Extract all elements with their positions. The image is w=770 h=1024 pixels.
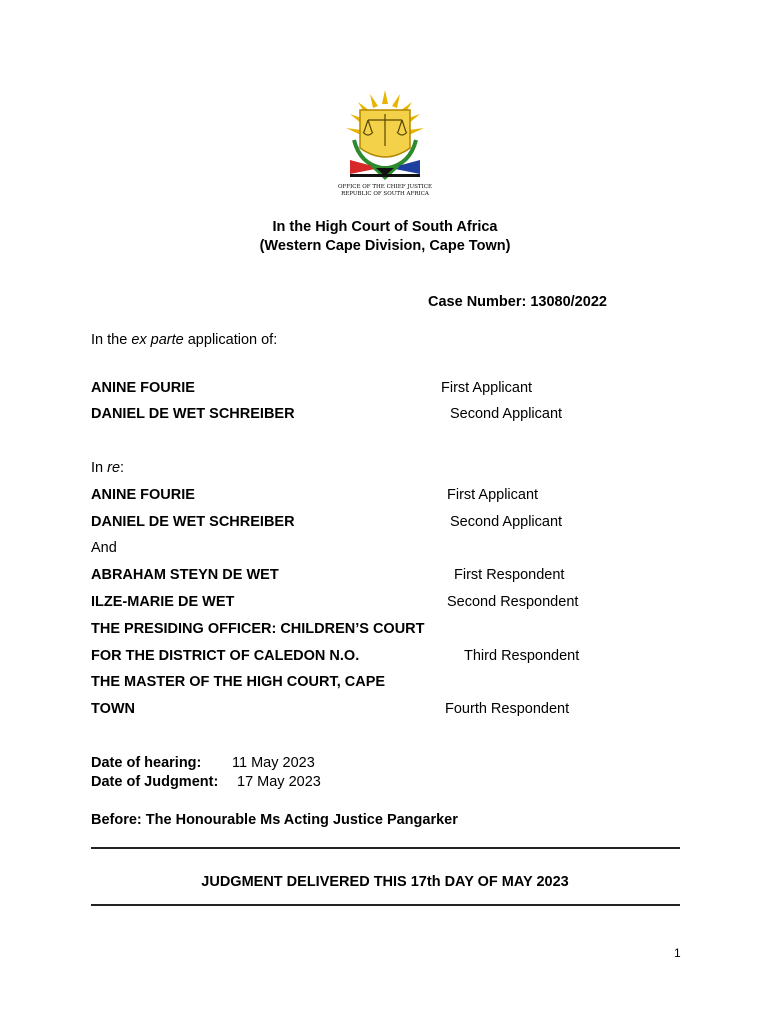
respondent-name: ABRAHAM STEYN DE WET	[91, 567, 279, 583]
judgment-date-value: 17 May 2023	[237, 774, 321, 790]
applicant-role: Second Applicant	[450, 406, 563, 422]
hearing-date-value: 11 May 2023	[232, 755, 315, 771]
crest-caption-line2: REPUBLIC OF SOUTH AFRICA	[341, 191, 429, 197]
ex-parte-before: In the	[91, 332, 132, 348]
re-applicant-role: First Applicant	[447, 487, 539, 503]
applicant-name: ANINE FOURIE	[91, 380, 195, 396]
page-number: 1	[674, 946, 681, 960]
case-number: Case Number: 13080/2022	[428, 294, 607, 310]
judgment-date-label: Date of Judgment:	[91, 774, 219, 790]
in-re-italic: re	[107, 460, 121, 476]
respondent-name: THE PRESIDING OFFICER: CHILDREN’S COURT	[91, 621, 425, 637]
and-label: And	[91, 540, 117, 556]
hearing-date-label: Date of hearing:	[91, 755, 202, 771]
bottom-divider	[91, 904, 680, 906]
ex-parte-after: application of:	[183, 332, 278, 348]
in-re-line	[91, 459, 124, 477]
respondent-role: Second Respondent	[447, 594, 579, 610]
court-division: (Western Cape Division, Cape Town)	[259, 238, 511, 254]
respondent-role: Fourth Respondent	[445, 701, 570, 717]
re-applicant-role: Second Applicant	[450, 514, 563, 530]
top-divider	[91, 847, 680, 849]
respondent-name: ILZE-MARIE DE WET	[91, 594, 235, 610]
coat-of-arms-logo	[330, 88, 440, 200]
in-re-suffix: :	[120, 460, 125, 476]
ex-parte-italic: ex parte	[131, 332, 184, 348]
respondent-role: First Respondent	[454, 567, 565, 583]
respondent-role: Third Respondent	[464, 648, 580, 664]
court-title: In the High Court of South Africa	[272, 219, 498, 235]
presiding-judge: Before: The Honourable Ms Acting Justice Pangarker	[91, 812, 458, 828]
applicant-name: DANIEL DE WET SCHREIBER	[91, 406, 295, 422]
crest-caption-line1: OFFICE OF THE CHIEF JUSTICE	[337, 184, 433, 190]
ex-parte-line	[91, 331, 277, 349]
applicant-role: First Applicant	[441, 380, 533, 396]
judgment-heading: JUDGMENT DELIVERED THIS 17th DAY OF MAY 2023	[201, 874, 569, 890]
re-applicant-name: ANINE FOURIE	[91, 487, 195, 503]
respondent-name: TOWN	[91, 701, 136, 717]
in-re-prefix: In	[91, 460, 108, 476]
respondent-name: THE MASTER OF THE HIGH COURT, CAPE	[91, 674, 386, 690]
re-applicant-name: DANIEL DE WET SCHREIBER	[91, 514, 295, 530]
respondent-name: FOR THE DISTRICT OF CALEDON N.O.	[91, 648, 360, 664]
